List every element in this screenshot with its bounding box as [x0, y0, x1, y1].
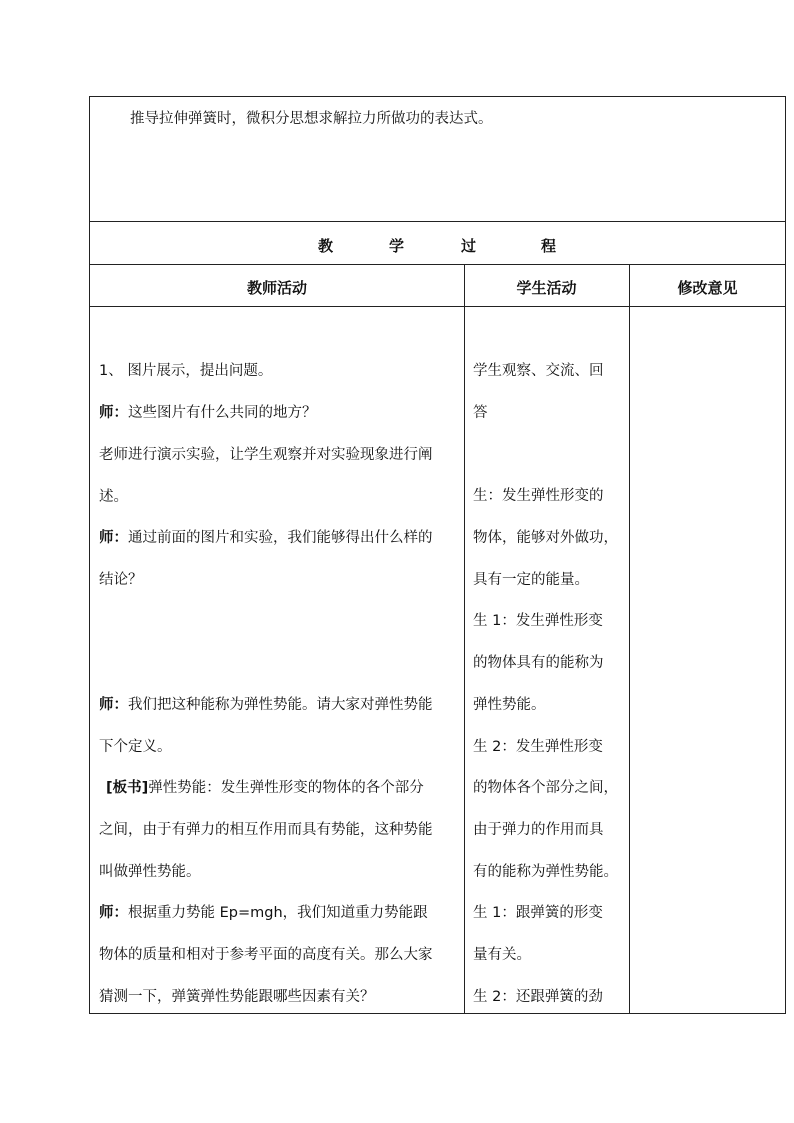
- student-line: 生 2：发生弹性形变: [473, 739, 603, 755]
- teacher-line: 述。: [99, 489, 128, 505]
- column-header-student: 学生活动: [516, 279, 577, 297]
- teacher-line: 物体的质量和相对于参考平面的高度有关。那么大家: [99, 947, 433, 963]
- student-line: 弹性势能。: [473, 697, 546, 713]
- teacher-line: [板书]弹性势能：发生弹性形变的物体的各个部分: [106, 780, 424, 796]
- row-divider: [90, 221, 785, 222]
- teacher-line: 猜测一下，弹簧弹性势能跟哪些因素有关？: [99, 989, 375, 1005]
- teacher-line: 之间，由于有弹力的相互作用而具有势能，这种势能: [99, 822, 433, 838]
- column-divider: [464, 264, 465, 1014]
- student-line: 物体，能够对外做功，: [473, 530, 618, 546]
- column-divider: [629, 264, 630, 1014]
- column-header-teacher: 教师活动: [246, 279, 307, 297]
- student-line: 生：发生弹性形变的: [473, 488, 604, 504]
- teacher-line: 叫做弹性势能。: [99, 864, 201, 880]
- teacher-line: 结论？: [99, 572, 143, 588]
- student-line: 生 2：还跟弹簧的劲: [473, 989, 603, 1005]
- teacher-line: 师：根据重力势能 Ep=mgh，我们知道重力势能跟: [99, 905, 428, 921]
- teacher-line: 师：这些图片有什么共同的地方？: [99, 405, 317, 421]
- student-line: 答: [473, 405, 488, 421]
- teacher-line: 师：我们把这种能称为弹性势能。请大家对弹性势能: [99, 697, 433, 713]
- student-line: 学生观察、交流、回: [473, 363, 604, 379]
- student-line: 具有一定的能量。: [473, 572, 589, 588]
- row-divider: [90, 306, 785, 307]
- student-line: 量有关。: [473, 947, 531, 963]
- section-title-char: 过: [461, 237, 477, 255]
- student-line: 生 1：跟弹簧的形变: [473, 905, 603, 921]
- section-title-char: 教: [318, 237, 334, 255]
- student-line: 由于弹力的作用而具: [473, 822, 604, 838]
- row-divider: [90, 264, 785, 265]
- section-title-char: 学: [389, 237, 405, 255]
- student-line: 的物体各个部分之间，: [473, 780, 618, 796]
- column-header-revision: 修改意见: [677, 279, 738, 297]
- teacher-line: 1、 图片展示，提出问题。: [99, 363, 273, 379]
- student-line: 生 1：发生弹性形变: [473, 613, 603, 629]
- student-line: 有的能称为弹性势能。: [473, 864, 618, 880]
- section-title-char: 程: [541, 237, 557, 255]
- lesson-table: [89, 96, 786, 1014]
- teacher-line: 老师进行演示实验，让学生观察并对实验现象进行阐: [99, 447, 433, 463]
- intro-text: 推导拉伸弹簧时，微积分思想求解拉力所做功的表达式。: [130, 111, 493, 127]
- teacher-line: 师：通过前面的图片和实验，我们能够得出什么样的: [99, 530, 433, 546]
- student-line: 的物体具有的能称为: [473, 655, 604, 671]
- teacher-line: 下个定义。: [99, 739, 172, 755]
